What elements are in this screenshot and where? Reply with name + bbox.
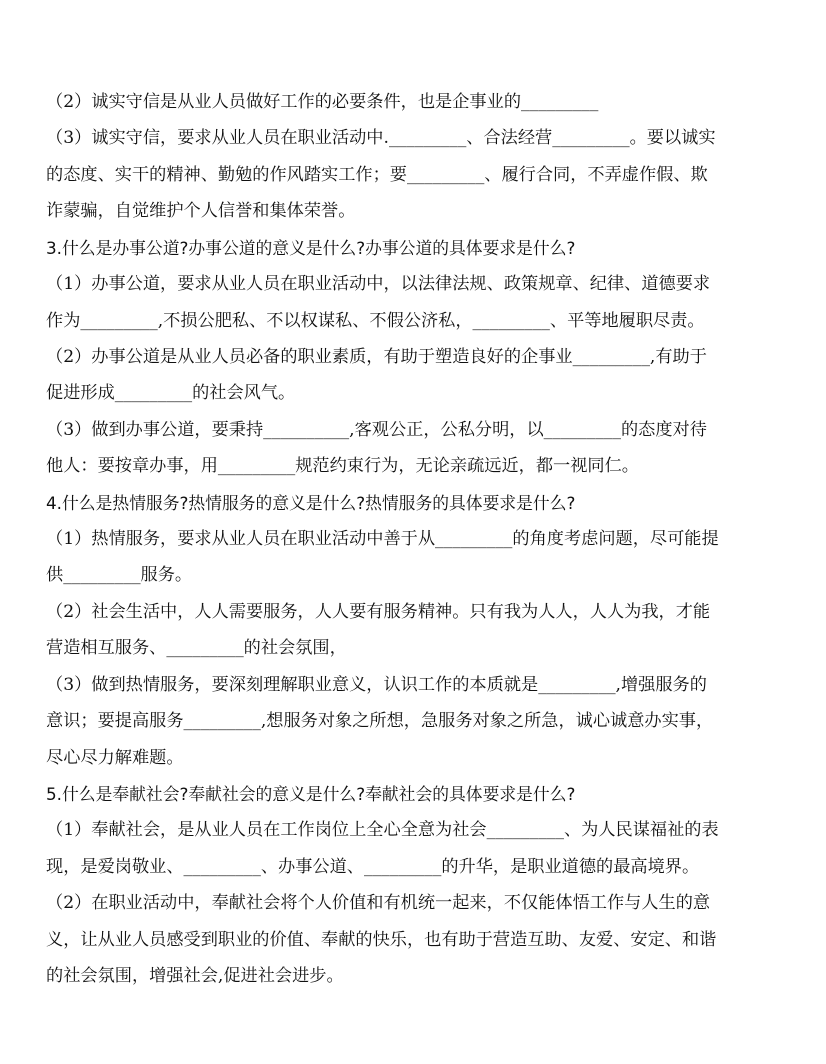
text-line: （3）做到办事公道，要秉持__________,客观公正，公私分明，以_________的态度对待 (46, 420, 707, 440)
text-line: （2）在职业活动中，奉献社会将个人价值和有机统一起来，不仅能体悟工作与人生的意 (46, 893, 711, 913)
text-line: 现，是爱岗敬业、_________、办事公道、_________的升华，是职业道德的最高境界。 (46, 857, 700, 877)
text-line: （1）奉献社会，是从业人员在工作岗位上全心全意为社会_________、为人民谋福祉的表 (46, 820, 719, 840)
text-line: （3）做到热情服务，要深刻理解职业意义，认识工作的本质就是_________,增强服务的 (46, 675, 707, 695)
text-line: （2）社会生活中，人人需要服务，人人要有服务精神。只有我为人人，人人为我，才能 (46, 602, 711, 622)
text-line: 尽心尽力解难题。 (46, 748, 184, 768)
text-line: 诈蒙骗，自觉维护个人信誉和集体荣誉。 (46, 201, 356, 221)
text-line: 的社会氛围，增强社会,促进社会进步。 (46, 966, 344, 986)
text-line: （1）热情服务，要求从业人员在职业活动中善于从_________的角度考虑问题，尽可能提 (46, 529, 719, 549)
question-heading: 4.什么是热情服务?热情服务的意义是什么?热情服务的具体要求是什么? (46, 493, 576, 513)
text-line: 义，让从业人员感受到职业的价值、奉献的快乐，也有助于营造互助、友爱、安定、和谐 (46, 930, 717, 950)
text-line: 营造相互服务、_________的社会氛围， (46, 638, 347, 658)
text-line: （2）诚实守信是从业人员做好工作的必要条件，也是企事业的_________ (46, 92, 599, 112)
text-line: 他人：要按章办事，用_________规范约束行为，无论亲疏远近，都一视同仁。 (46, 456, 639, 476)
question-heading: 5.什么是奉献社会?奉献社会的意义是什么?奉献社会的具体要求是什么? (46, 784, 576, 804)
text-line: （1）办事公道，要求从业人员在职业活动中，以法律法规、政策规章、纪律、道德要求 (46, 274, 711, 294)
text-line: （3）诚实守信，要求从业人员在职业活动中._________、合法经营_________。要以诚实 (46, 128, 716, 148)
text-line: 作为_________,不损公肥私、不以权谋私、不假公济私，_________、平等地履职尽责。 (46, 311, 705, 331)
text-line: 意识；要提高服务_________,想服务对象之所想，急服务对象之所急，诚心诚意办实事， (46, 711, 714, 731)
text-line: 促进形成_________的社会风气。 (46, 383, 296, 403)
question-heading: 3.什么是办事公道?办事公道的意义是什么?办事公道的具体要求是什么? (46, 238, 576, 258)
text-line: （2）办事公道是从业人员必备的职业素质，有助于塑造良好的企事业_________,有助于 (46, 347, 707, 367)
text-line: 的态度、实干的精神、勤勉的作风踏实工作；要_________、履行合同，不弄虚作假、欺 (46, 165, 708, 185)
text-line: 供_________服务。 (46, 565, 193, 585)
